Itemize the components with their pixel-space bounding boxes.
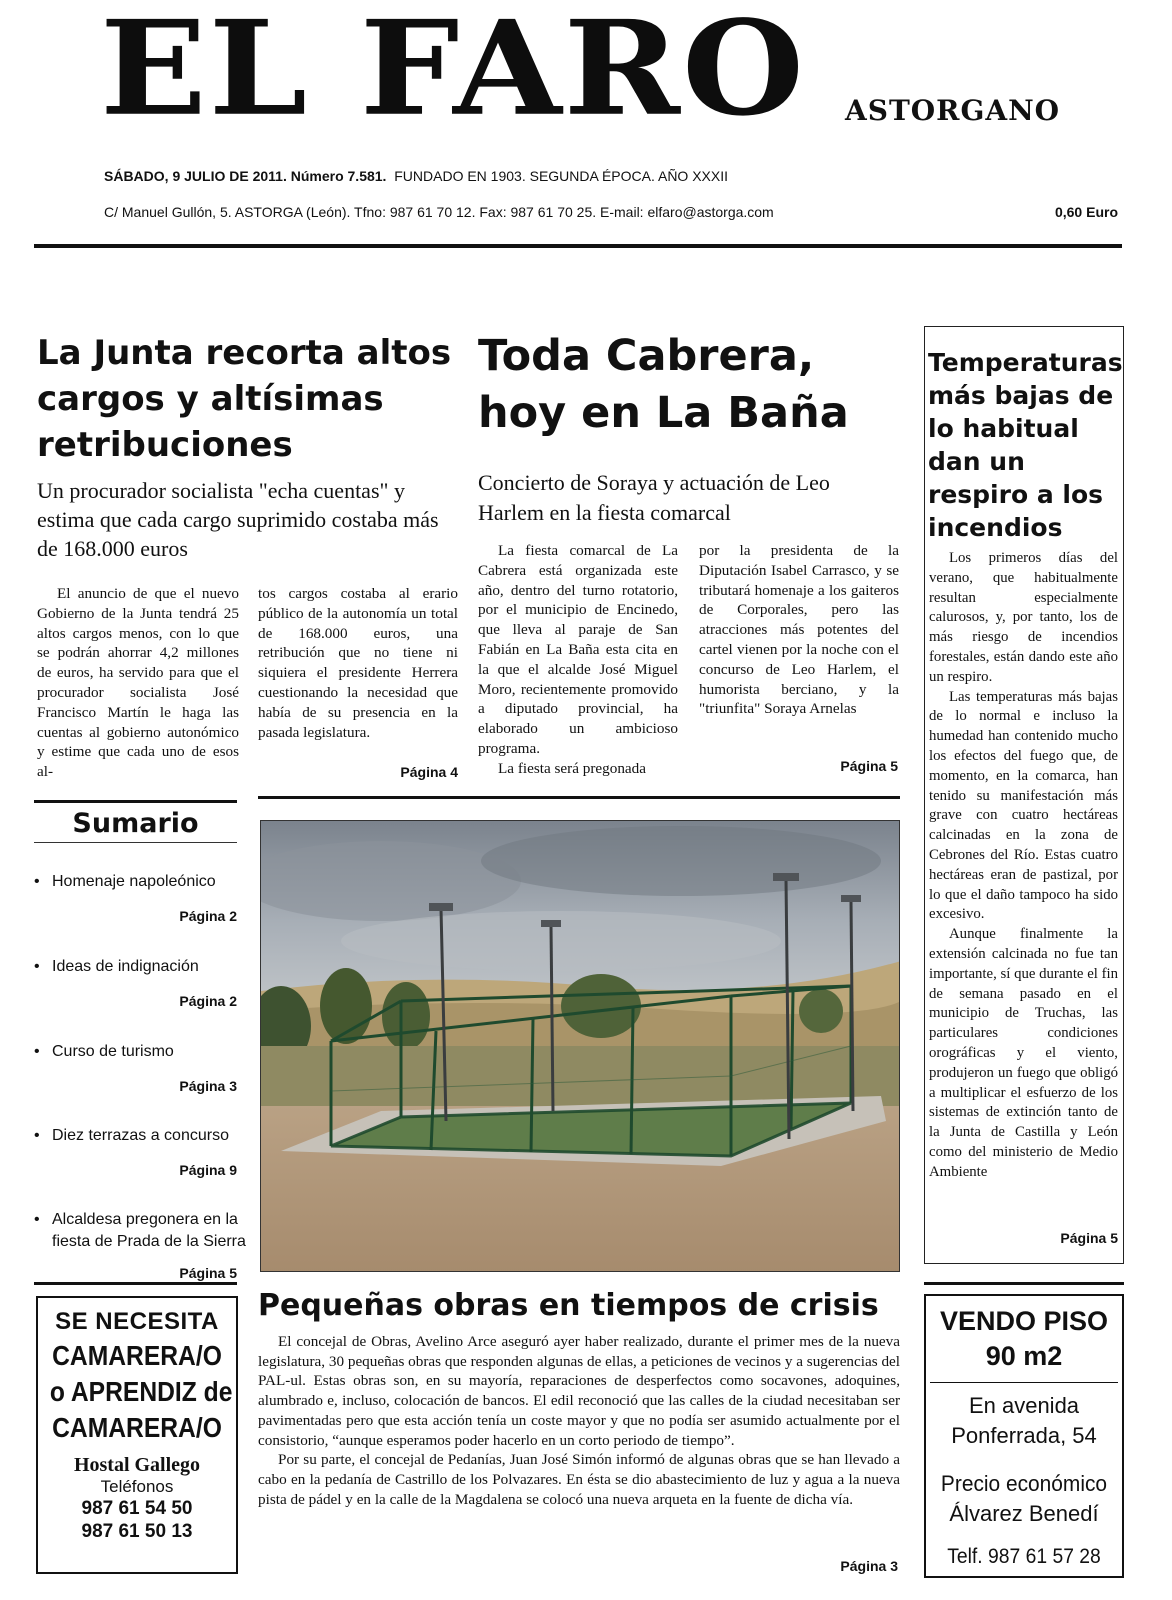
temperaturas-p2: Las temperaturas más bajas de lo normal e incluso la humedad han contenido mucho los efectos del fuego que, de momento, en la comarca, han tenido su manifestación más grave con cuatro hectáreas calcinadas en la zona de Cebrones del Río. Estas cuatro hectáreas eran de pastizal, por lo que el daño tampoco ha sido excesivo. bbox=[929, 688, 1118, 923]
junta-col1-text: El anuncio de que el nuevo Gobierno de la Junta tendrá 25 altos cargos menos, con lo que se podrán ahorrar 4,2 millones de euros, ha servido para que el procurador socialista José Francisco Martín le haga las cuentas al gobierno autonómico y estime que cada uno de esos al- bbox=[37, 585, 239, 781]
sumario-item[interactable] bbox=[34, 956, 237, 1016]
ad-camarera-line3: o APRENDIZ de bbox=[49, 1376, 233, 1407]
sumario-item-page: Página 9 bbox=[179, 1162, 237, 1178]
sumario-item-text: Homenaje napoleónico bbox=[52, 873, 216, 890]
bullet-icon: • bbox=[34, 1127, 40, 1144]
obras-p2: Por su parte, el concejal de Pedanías, Juan José Simón informó de algunas obras que se han llevado a cabo en la pedanía de Castrillo de los Polvazares. En ésta se dio abastecimiento de luz y agua a la nueva pista de pádel y en la calle de la Magdalena se colocó una nueva arqueta en la fuente de dicha vía. bbox=[258, 1451, 900, 1508]
padel-court-photo bbox=[260, 820, 900, 1272]
cabrera-col1-p2: La fiesta será pregonada bbox=[498, 759, 646, 777]
bullet-icon: • bbox=[34, 1043, 40, 1060]
ad-camarera-phones-label: Teléfonos bbox=[100, 1477, 174, 1496]
masthead-rule bbox=[34, 244, 1122, 248]
sumario-item-page: Página 2 bbox=[179, 993, 237, 1009]
bullet-icon: • bbox=[34, 873, 40, 890]
section-rule bbox=[258, 796, 900, 799]
obras-page-ref: Página 3 bbox=[840, 1558, 898, 1574]
cabrera-headline: Toda Cabrera, hoy en La Baña bbox=[478, 331, 849, 438]
ad-camarera-line1: SE NECESITA bbox=[55, 1308, 219, 1335]
obras-headline: Pequeñas obras en tiempos de crisis bbox=[258, 1288, 879, 1323]
ad-camarera-phone2: 987 61 50 13 bbox=[81, 1521, 193, 1542]
ad-camarera-phone1: 987 61 54 50 bbox=[81, 1498, 193, 1519]
sumario-item[interactable] bbox=[34, 1209, 246, 1281]
masthead-subtitle: ASTORGANO bbox=[845, 94, 1061, 127]
ad-piso-rule bbox=[924, 1282, 1124, 1285]
ad-camarera-box bbox=[36, 1296, 238, 1574]
ad-camarera-line2: CAMARERA/O bbox=[52, 1340, 222, 1371]
obras-body bbox=[258, 1332, 900, 1509]
junta-page-ref: Página 4 bbox=[400, 764, 458, 780]
cabrera-deck: Concierto de Soraya y actuación de Leo Harlem en la fiesta comarcal bbox=[478, 470, 830, 525]
ad-camarera-rule bbox=[34, 1282, 237, 1285]
ad-piso-line2: 90 m2 bbox=[985, 1341, 1063, 1371]
sumario-rule-top bbox=[34, 800, 237, 803]
cabrera-page-ref: Página 5 bbox=[840, 758, 898, 774]
ad-camarera-line4: CAMARERA/O bbox=[52, 1412, 222, 1443]
sumario-item-page: Página 3 bbox=[179, 1078, 237, 1094]
ad-piso-line3: En avenida bbox=[968, 1393, 1080, 1418]
bullet-icon: • bbox=[34, 1211, 40, 1228]
junta-col2-text: tos cargos costaba al erario público de la autonomía un total de 168.000 euros, una retribución que no tiene ni siquiera el presidente Herrera cuestionando la necesidad que había de su presencia en la pasada legislatura. bbox=[258, 585, 458, 741]
sumario-title: Sumario bbox=[72, 808, 199, 839]
ad-piso-line4: Ponferrada, 54 bbox=[951, 1423, 1097, 1448]
ad-piso-line6: Álvarez Benedí bbox=[949, 1501, 1099, 1526]
cabrera-column-1 bbox=[478, 541, 678, 779]
date-line: SÁBADO, 9 JULIO DE 2011. Número 7.581. bbox=[104, 168, 387, 184]
sumario-item-page: Página 5 bbox=[179, 1265, 237, 1281]
temperaturas-page-ref: Página 5 bbox=[1060, 1230, 1118, 1246]
sumario-item-page: Página 2 bbox=[179, 908, 237, 924]
temperaturas-headline: Temperaturas más bajas de lo habitual dan un respiro a los incendios bbox=[928, 348, 1123, 542]
temperaturas-body bbox=[929, 549, 1118, 1183]
ad-piso-box bbox=[924, 1294, 1124, 1578]
ad-piso-line1: VENDO PISO bbox=[939, 1306, 1109, 1336]
ad-camarera-business: Hostal Gallego bbox=[73, 1454, 201, 1476]
cabrera-col1-p1: La fiesta comarcal de La Cabrera está organizada este año, dentro del turno rotatorio, por el municipio de Encinedo, que lleva al paraje de San Fabián en La Baña esta cita en la que el alcalde José Miguel Moro, recientemente promovido a diputado provincial, ha elaborado un ambicioso programa. bbox=[478, 542, 678, 757]
sumario-item-text: Diez terrazas a concurso bbox=[52, 1127, 229, 1144]
address-line: C/ Manuel Gullón, 5. ASTORGA (León). Tfno: 987 61 70 12. Fax: 987 61 70 25. E-mail: elfaro@astorga.com bbox=[104, 204, 774, 220]
sumario-item-text: Ideas de indignación bbox=[52, 958, 199, 975]
cabrera-col2-text: por la presidenta de la Diputación Isabel Carrasco, y se tributará homenaje a los gaiteros de Corporales, pero las atracciones más potentes del cartel vienen por la noche con el concurso de Leo Harlem, el humorista berciano, y la "triunfita" Soraya Arnelas bbox=[699, 542, 899, 718]
junta-deck: Un procurador socialista "echa cuentas" y estima que cada cargo suprimido costaba más de 168.000 euros bbox=[37, 478, 439, 561]
issue-info bbox=[104, 168, 728, 184]
founded-line: FUNDADO EN 1903. SEGUNDA ÉPOCA. AÑO XXXII bbox=[394, 168, 728, 184]
junta-column-1 bbox=[37, 584, 239, 782]
sumario-item-text: Alcaldesa pregonera en la fiesta de Prada de la Sierra bbox=[52, 1211, 246, 1250]
ad-piso-line5: Precio económico bbox=[940, 1471, 1108, 1496]
ad-piso-divider bbox=[930, 1382, 1118, 1383]
padel-court-illustration bbox=[261, 821, 900, 1272]
obras-p1: El concejal de Obras, Avelino Arce aseguró ayer haber realizado, durante el primer mes de la nueva legislatura, 30 pequeñas obras que responden algunas de ellas, a peticiones de vecinos y a sugerencias del PAL-ul. Estas obras son, en su mayoría, reparaciones de desperfectos como socavones, adoquines, alumbrado e, incluso, colocación de bancos. El edil reconoció que las calles de la ciudad necesitaban ser pavimentadas pero que esta acción tenía un coste mayor y que no podía ser asumido actualmente por el consistorio, “aunque esperamos poder hacerlo en un corto periodo de tiempo”. bbox=[258, 1333, 900, 1449]
sumario-item[interactable] bbox=[34, 1041, 237, 1101]
ad-piso-phone: Telf. 987 61 57 28 bbox=[947, 1545, 1101, 1568]
sumario-rule-bottom bbox=[34, 842, 237, 843]
masthead-title: EL FARO bbox=[100, 0, 807, 146]
sumario-item[interactable] bbox=[34, 1125, 237, 1185]
junta-headline: La Junta recorta altos cargos y altísimas retribuciones bbox=[37, 333, 452, 465]
temperaturas-p3: Aunque finalmente la extensión calcinada no fue tan importante, sí que durante el fin de semana pasado en el municipio de Truchas, las particulares condiciones orográficas y el viento, produjeron un fuego que obligó a multiplicar el esfuerzo de los sistemas de extinción tanto de la Junta de Castilla y León como del ministerio de Medio Ambiente bbox=[929, 926, 1119, 1180]
temperaturas-p1: Los primeros días del verano, que habitualmente resultan especialmente calurosos, y, por tanto, los de más riesgo de incendios forestales, están dando este año un respiro. bbox=[929, 550, 1118, 685]
price-label: 0,60 Euro bbox=[1054, 204, 1118, 220]
sumario-item-text: Curso de turismo bbox=[52, 1043, 174, 1060]
junta-column-2 bbox=[258, 584, 458, 742]
bullet-icon: • bbox=[34, 958, 40, 975]
cabrera-column-2 bbox=[699, 541, 899, 719]
sumario-item[interactable] bbox=[34, 871, 237, 931]
